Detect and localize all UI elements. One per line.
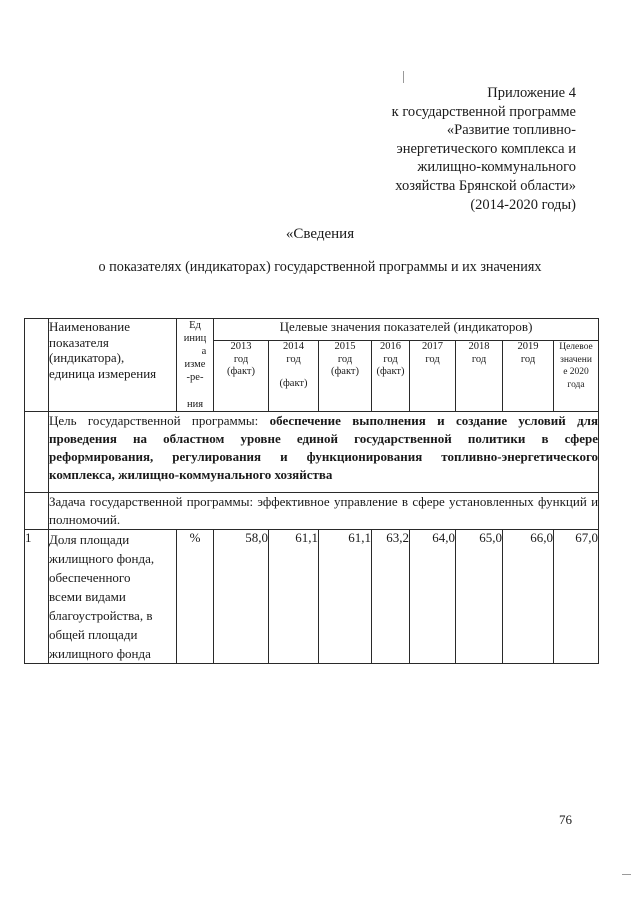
appendix-header [346,84,576,214]
appendix-line: энергетического комплекса и [396,140,576,157]
goal-num-cell [25,412,49,493]
table-header-row [25,319,599,341]
header-unit: Ед иниц а изме -ре- ния [177,319,214,412]
task-num-cell [25,493,49,530]
year-2013: 2013 год (факт) [214,341,269,412]
year-2016: 2016 год (факт) [372,341,410,412]
value-2017: 64,0 [410,530,456,664]
year-2017: 2017 год [410,341,456,412]
year-2018: 2018 год [456,341,503,412]
program-goal [49,412,599,493]
value-2019: 66,0 [503,530,554,664]
year-2014: 2014 год (факт) [269,341,319,412]
appendix-line: жилищно-коммунального [417,159,576,176]
value-2015: 61,1 [319,530,372,664]
document-subtitle: о показателях (индикаторах) государственной программы и их значениях [98,259,542,275]
indicator-unit: % [177,530,214,664]
indicators-table [24,318,599,664]
scan-mark [622,874,631,875]
document-title: «Сведения [285,226,355,242]
year-2020-target: Целевое значени е 2020 года [554,341,599,412]
value-2018: 65,0 [456,530,503,664]
header-target-values: Целевые значения показателей (индикаторов) [214,319,599,341]
appendix-line: к государственной программе [391,103,576,120]
year-2019: 2019 год [503,341,554,412]
goal-label: Цель государственной программы: [49,413,270,428]
goal-text: обеспечение выполнения и создание условий для проведения на областном уровне единой государственной политики в сфере реформирования, регулирования и функционирования топливно-энергетического комплекса, жилищно-коммунального хозяйства [49,413,599,482]
appendix-line: (2014-2020 годы) [470,196,576,213]
program-task: Задача государственной программы: эффективное управление в сфере установленных функций и полномочий. [49,493,599,530]
table-row [25,530,599,664]
appendix-line: Приложение 4 [487,85,576,101]
value-2020-target: 67,0 [554,530,599,664]
appendix-line: хозяйства Брянской области» [395,177,576,194]
year-2015: 2015 год (факт) [319,341,372,412]
row-number: 1 [25,530,49,664]
value-2014: 61,1 [269,530,319,664]
scan-mark [403,71,404,83]
value-2016: 63,2 [372,530,410,664]
task-row [25,493,599,530]
page-number: 76 [559,812,572,827]
value-2013: 58,0 [214,530,269,664]
header-num-cell [25,319,49,412]
goal-row [25,412,599,493]
header-indicator-name: Наименование показателя (индикатора), единица измерения [49,319,177,412]
indicator-name: Доля площади жилищного фонда, обеспеченного всеми видами благоустройства, в общей площади жилищного фонда [49,530,177,664]
appendix-line: «Развитие топливно- [446,122,576,139]
